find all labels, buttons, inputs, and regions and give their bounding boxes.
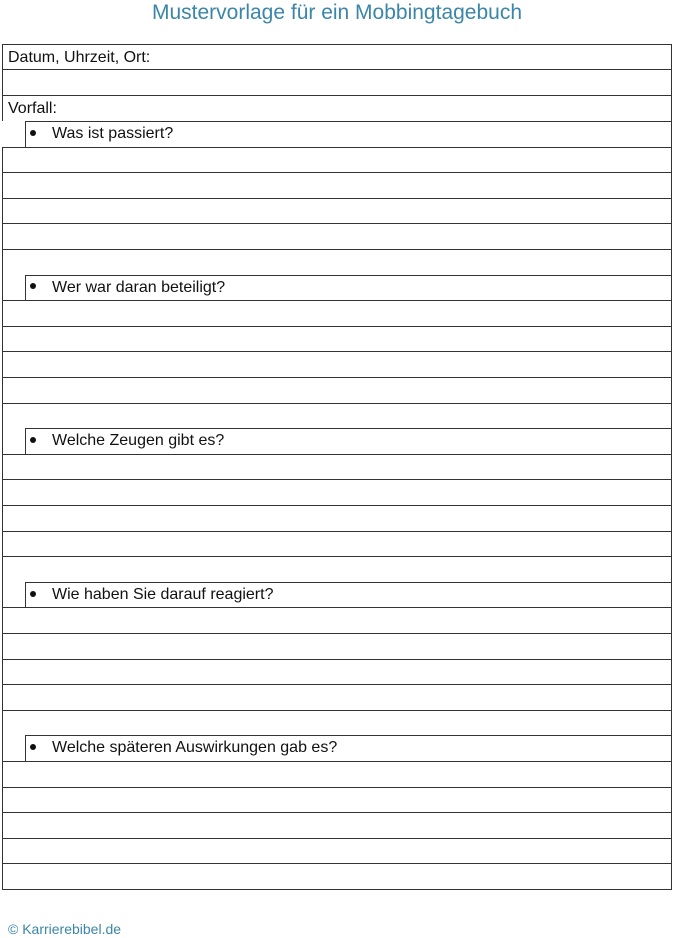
- writing-line: [2, 710, 672, 711]
- writing-line: [2, 351, 672, 352]
- writing-line: [2, 479, 672, 480]
- form-right-border: [671, 44, 672, 890]
- question-text: Was ist passiert?: [52, 125, 174, 142]
- writing-line: [2, 633, 672, 634]
- writing-line: [2, 147, 672, 148]
- writing-line: [2, 249, 672, 250]
- bullet-icon: [30, 437, 36, 443]
- blank-line: [2, 95, 672, 96]
- form-left-border: [2, 761, 3, 889]
- writing-line: [2, 377, 672, 378]
- writing-line: [2, 838, 672, 839]
- question-top-line: [25, 121, 672, 122]
- writing-line: [2, 326, 672, 327]
- form-left-border: [2, 454, 3, 608]
- writing-line: [2, 659, 672, 660]
- datetime-place-line: [2, 69, 672, 70]
- form-left-border: [2, 147, 3, 301]
- question-indent-border: [25, 275, 26, 301]
- writing-line: [2, 198, 672, 199]
- question-item: [30, 584, 273, 606]
- writing-line: [2, 403, 672, 404]
- writing-line: [2, 684, 672, 685]
- bullet-icon: [30, 591, 36, 597]
- question-top-line: [25, 582, 672, 583]
- writing-line: [2, 531, 672, 532]
- bullet-icon: [30, 744, 36, 750]
- diary-form: [2, 44, 672, 890]
- incident-label: Vorfall:: [8, 100, 57, 117]
- question-item: [30, 123, 173, 145]
- writing-line: [2, 787, 672, 788]
- datetime-place-label: Datum, Uhrzeit, Ort:: [8, 49, 151, 66]
- form-left-border: [2, 300, 3, 454]
- writing-line: [2, 454, 672, 455]
- question-indent-border: [25, 428, 26, 454]
- writing-line: [2, 300, 672, 301]
- question-indent-border: [25, 121, 26, 147]
- form-top-border: [2, 44, 672, 45]
- question-text: Welche Zeugen gibt es?: [52, 432, 225, 450]
- writing-line: [2, 863, 672, 864]
- writing-line: [2, 556, 672, 557]
- question-top-line: [25, 735, 672, 736]
- question-indent-border: [25, 582, 26, 608]
- question-text: Wer war daran beteiligt?: [52, 278, 226, 296]
- writing-line: [2, 761, 672, 762]
- form-bottom-border: [2, 889, 672, 890]
- writing-line: [2, 812, 672, 813]
- writing-line: [2, 223, 672, 224]
- form-left-border: [2, 607, 3, 761]
- form-left-border-top: [2, 44, 3, 121]
- writing-line: [2, 607, 672, 608]
- writing-line: [2, 172, 672, 173]
- question-item: [30, 430, 224, 452]
- bullet-icon: [30, 130, 36, 136]
- question-top-line: [25, 275, 672, 276]
- question-text: Welche späteren Auswirkungen gab es?: [52, 739, 338, 757]
- question-top-line: [25, 428, 672, 429]
- question-text: Wie haben Sie darauf reagiert?: [52, 585, 274, 603]
- question-item: [30, 277, 225, 299]
- bullet-icon: [30, 283, 36, 289]
- question-indent-border: [25, 735, 26, 761]
- document-title: Mustervorlage für ein Mobbingtagebuch: [151, 1, 523, 24]
- writing-line: [2, 505, 672, 506]
- copyright-footer: © Karrierebibel.de: [8, 921, 122, 937]
- question-item: [30, 737, 337, 759]
